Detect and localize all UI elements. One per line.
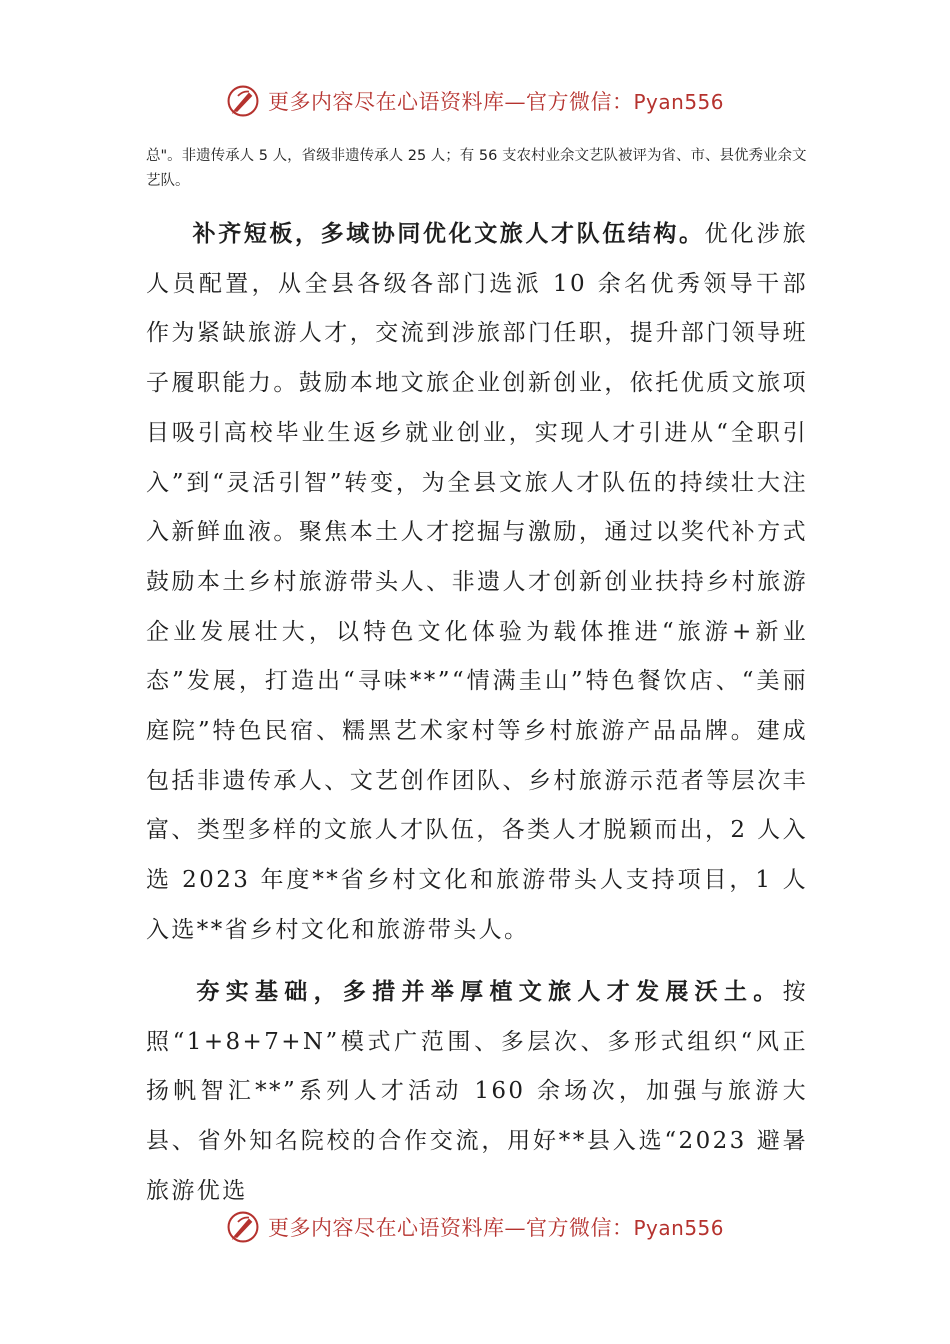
watermark-footer: [0, 1210, 950, 1244]
watermark-header: [0, 84, 950, 118]
paragraph-body-2: 按照“1+8+7+N”模式广范围、多层次、多形式组织“风正扬帆智汇**”系列人才活动 160 余场次，加强与旅游大县、省外知名院校的合作交流，用好**县入选“2023 避暑旅游优选: [146, 979, 808, 1204]
pen-logo-icon: [226, 1210, 260, 1244]
watermark-text: 更多内容尽在心语资料库—官方微信：Pyan556: [267, 90, 724, 114]
body-paragraph-1: [146, 210, 808, 956]
pen-logo-icon: [226, 84, 260, 118]
intro-paragraph: 总"。非遗传承人 5 人，省级非遗传承人 25 人；有 56 支农村业余文艺队被评为省、市、县优秀业余文艺队。: [146, 148, 807, 189]
watermark-wechat-id: Pyan556: [633, 1216, 724, 1240]
paragraph-lead-2: 夯实基础，多措并举厚植文旅人才发展沃土。: [192, 979, 783, 1005]
body-paragraph-2: [146, 968, 808, 1217]
watermark-wechat-id: Pyan556: [633, 90, 724, 114]
paragraph-lead-1: 补齐短板，多域协同优化文旅人才队伍结构。: [192, 221, 705, 247]
paragraph-body-1: 优化涉旅人员配置，从全县各级各部门选派 10 余名优秀领导干部作为紧缺旅游人才，交流到涉旅部门任职，提升部门领导班子履职能力。鼓励本地文旅企业创新创业，依托优质文旅项目吸引高校毕业生返乡就业创业，实现人才引进从“全职引入”到“灵活引智”转变，为全县文旅人才队伍的持续壮大注入新鲜血液。聚焦本土人才挖掘与激励，通过以奖代补方式鼓励本土乡村旅游带头人、非遗人才创新创业扶持乡村旅游企业发展壮大，以特色文化体验为载体推进“旅游+新业态”发展，打造出“寻味**”“情满圭山”特色餐饮店、“美丽庭院”特色民宿、糯黑艺术家村等乡村旅游产品品牌。建成包括非遗传承人、文艺创作团队、乡村旅游示范者等层次丰富、类型多样的文旅人才队伍，各类人才脱颖而出，2 人入选 2023 年度**省乡村文化和旅游带头人支持项目，1 人入选**省乡村文化和旅游带头人。: [146, 221, 808, 943]
watermark-text: 更多内容尽在心语资料库—官方微信：Pyan556: [267, 1216, 724, 1240]
